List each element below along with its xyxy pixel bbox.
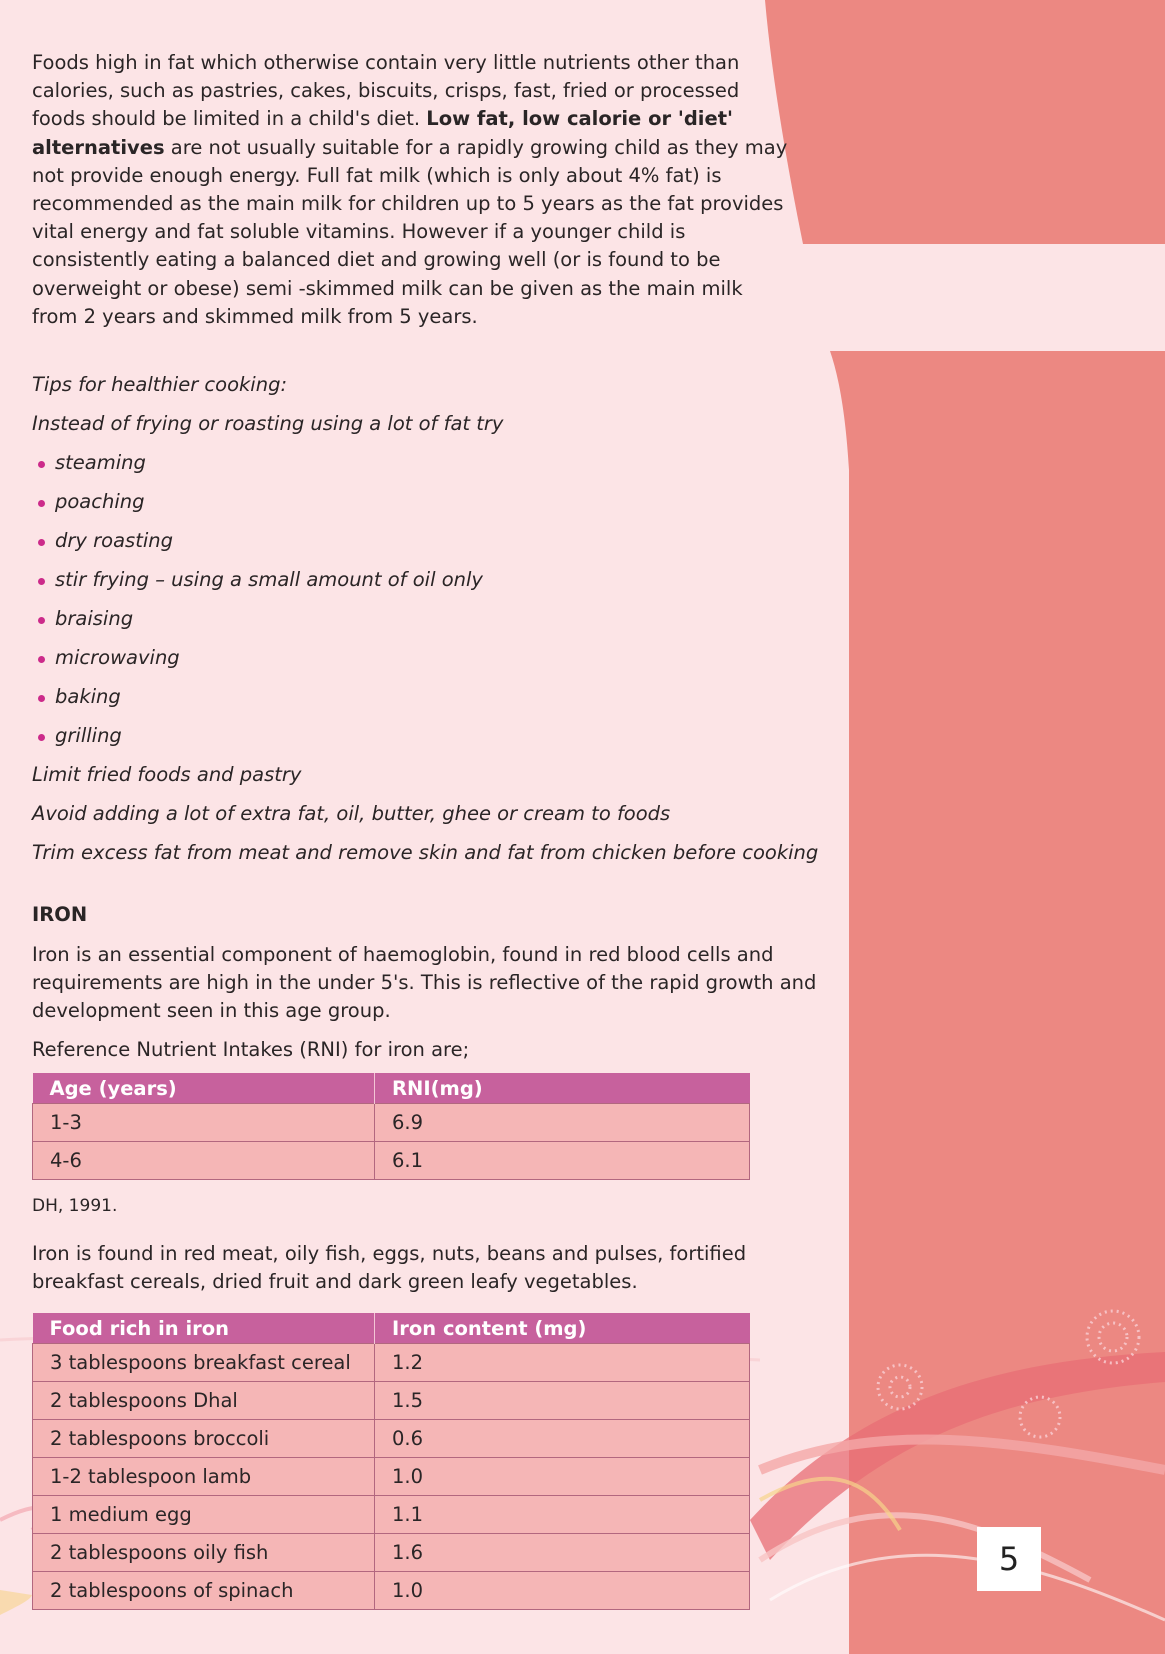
list-item: [32, 643, 822, 682]
bullet-icon: [38, 695, 45, 702]
bullet-icon: [38, 578, 45, 585]
advice-line: Trim excess fat from meat and remove skin and fat from chicken before cooking: [32, 841, 819, 864]
bullet-icon: [38, 656, 45, 663]
food-cell: 2 tablespoons oily fish: [33, 1534, 375, 1572]
rni-cell: 6.1: [375, 1142, 750, 1180]
cooking-method: grilling: [55, 724, 122, 747]
food-cell: 3 tablespoons breakfast cereal: [33, 1344, 375, 1382]
iron-cell: 1.5: [375, 1382, 750, 1420]
fat-intro-text-1: Foods high in fat which otherwise contain very little nutrients other than calories, such as pastries, cakes, biscuits, crisps, fast, fried or processed foods should be limited in a child's diet.: [32, 51, 740, 131]
table-row: [33, 1534, 750, 1572]
table-header-row: [33, 1073, 750, 1104]
table-row: [33, 1496, 750, 1534]
table-row: [33, 1382, 750, 1420]
list-item: [32, 565, 822, 604]
cooking-method: braising: [55, 607, 134, 630]
table-row: [33, 1104, 750, 1142]
cooking-method: poaching: [55, 490, 145, 513]
bullet-icon: [38, 539, 45, 546]
top-corner-shape: [765, 0, 1165, 244]
iron-heading: IRON: [32, 903, 88, 926]
bullet-icon: [38, 734, 45, 741]
iron-cell: 1.6: [375, 1534, 750, 1572]
rni-source: DH, 1991.: [32, 1196, 118, 1216]
iron-cell: 1.1: [375, 1496, 750, 1534]
cooking-method: stir frying – using a small amount of oil only: [55, 568, 483, 591]
food-cell: 2 tablespoons of spinach: [33, 1572, 375, 1610]
column-header-food: Food rich in iron: [33, 1313, 375, 1344]
age-cell: 4-6: [33, 1142, 375, 1180]
list-item: [32, 604, 822, 643]
cooking-method: baking: [55, 685, 121, 708]
fat-intro-paragraph: [32, 49, 792, 331]
advice-line: Avoid adding a lot of extra fat, oil, butter, ghee or cream to foods: [32, 802, 671, 825]
age-cell: 1-3: [33, 1104, 375, 1142]
cooking-tips: [32, 370, 822, 877]
page-number: 5: [977, 1527, 1041, 1591]
iron-intro-paragraph: Iron is an essential component of haemoglobin, found in red blood cells and requirements are high in the under 5's. This is reflective of the rapid growth and development seen in this age group.: [32, 943, 817, 1023]
table-row: [33, 1344, 750, 1382]
iron-cell: 1.0: [375, 1458, 750, 1496]
iron-cell: 1.0: [375, 1572, 750, 1610]
iron-cell: 0.6: [375, 1420, 750, 1458]
table-row: [33, 1572, 750, 1610]
food-cell: 1 medium egg: [33, 1496, 375, 1534]
food-cell: 2 tablespoons Dhal: [33, 1382, 375, 1420]
list-item: [32, 487, 822, 526]
list-item: [32, 448, 822, 487]
tips-heading: Tips for healthier cooking:: [32, 373, 288, 396]
rni-cell: 6.9: [375, 1104, 750, 1142]
column-header-iron: Iron content (mg): [375, 1313, 750, 1344]
cooking-method: microwaving: [55, 646, 180, 669]
column-header-age: Age (years): [33, 1073, 375, 1104]
list-item: [32, 682, 822, 721]
fat-intro-bold: Low fat, low calorie or 'diet' alternatives: [32, 107, 733, 159]
cooking-method: steaming: [55, 451, 146, 474]
iron-foods-table: [32, 1313, 750, 1610]
table-row: [33, 1142, 750, 1180]
iron-cell: 1.2: [375, 1344, 750, 1382]
bullet-icon: [38, 500, 45, 507]
list-item: [32, 526, 822, 565]
rni-lead-text: Reference Nutrient Intakes (RNI) for iron are;: [32, 1038, 470, 1061]
food-cell: 1-2 tablespoon lamb: [33, 1458, 375, 1496]
advice-line: Limit fried foods and pastry: [32, 763, 302, 786]
iron-sources-paragraph: Iron is found in red meat, oily fish, eggs, nuts, beans and pulses, fortified breakfast cereals, dried fruit and dark green leafy vegetables.: [32, 1242, 747, 1294]
bullet-icon: [38, 617, 45, 624]
table-row: [33, 1420, 750, 1458]
tips-lead: Instead of frying or roasting using a lot of fat try: [32, 412, 504, 435]
fat-intro-text-2: are not usually suitable for a rapidly growing child as they may not provide enough energy. Full fat milk (which is only about 4% fat) is recommended as the main milk for children up to 5 years as the fat provides vital energy and fat soluble vitamins. However if a younger child is consistently eating a balanced diet and growing well (or is found to be overweight or obese) semi -skimmed milk can be given as the main milk from 2 years and skimmed milk from 5 years.: [32, 135, 788, 328]
bullet-icon: [38, 461, 45, 468]
table-header-row: [33, 1313, 750, 1344]
food-cell: 2 tablespoons broccoli: [33, 1420, 375, 1458]
cooking-method: dry roasting: [55, 529, 173, 552]
list-item: [32, 721, 822, 760]
rni-table: [32, 1073, 750, 1180]
table-row: [33, 1458, 750, 1496]
column-header-rni: RNI(mg): [375, 1073, 750, 1104]
